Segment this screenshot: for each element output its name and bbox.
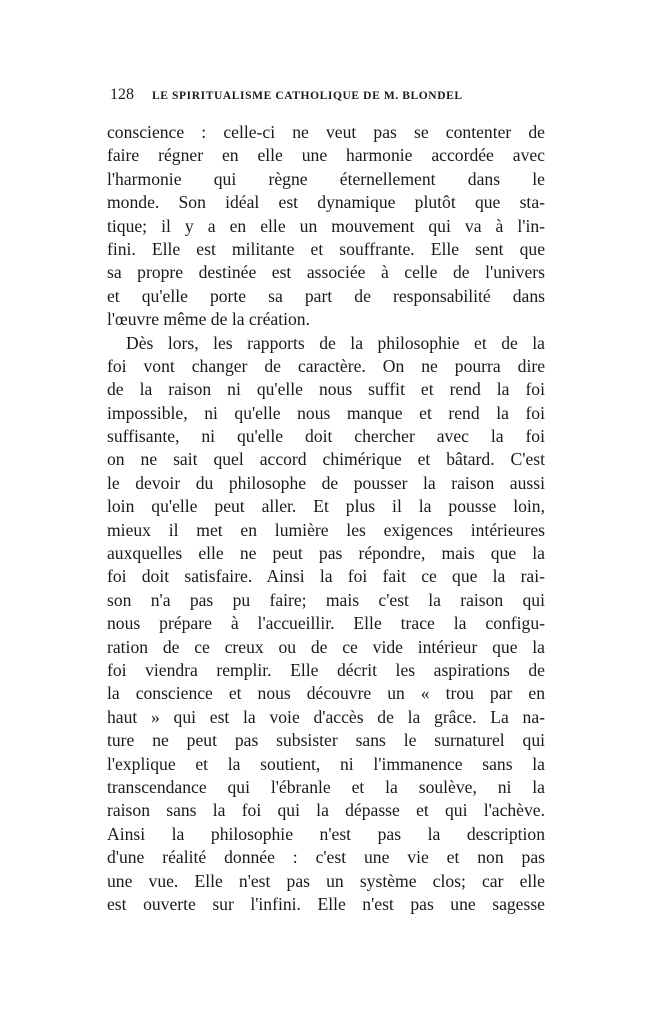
- text-line: l'explique et la soutient, ni l'immanence sans la: [107, 753, 545, 774]
- paragraph-first-line: Dès lors, les rapports de la philosophie et de la: [126, 332, 545, 353]
- text-line: son n'a pas pu faire; mais c'est la raison qui: [107, 589, 545, 610]
- running-header: [110, 86, 545, 104]
- text-line: nous prépare à l'accueillir. Elle trace la configu-: [107, 613, 545, 634]
- text-line: foi vont changer de caractère. On ne pourra dire: [107, 355, 545, 376]
- text-line: impossible, ni qu'elle nous manque et rend la foi: [107, 402, 545, 423]
- text-line: sa propre destinée est associée à celle de l'univers: [107, 262, 545, 283]
- text-line: la conscience et nous découvre un « trou par en: [107, 683, 545, 704]
- text-line: on ne sait quel accord chimérique et bâtard. C'est: [107, 449, 545, 470]
- text-line: l'harmonie qui règne éternellement dans le: [107, 168, 545, 189]
- text-line: suffisante, ni qu'elle doit chercher avec la foi: [107, 426, 545, 447]
- text-line: loin qu'elle peut aller. Et plus il la pousse loin,: [107, 496, 545, 517]
- text-line: haut » qui est la voie d'accès de la grâce. La na-: [107, 706, 545, 727]
- text-line: le devoir du philosophe de pousser la raison aussi: [107, 472, 545, 493]
- text-line: faire régner en elle une harmonie accordée avec: [107, 145, 545, 166]
- text-line: foi doit satisfaire. Ainsi la foi fait ce que la rai-: [107, 566, 545, 587]
- text-line: auxquelles elle ne peut pas répondre, mais que la: [107, 543, 545, 564]
- text-line: transcendance qui l'ébranle et la soulève, ni la: [107, 776, 545, 797]
- text-line: d'une réalité donnée : c'est une vie et non pas: [107, 847, 545, 868]
- paragraph-end-line: l'œuvre même de la création.: [107, 309, 310, 330]
- text-line: tique; il y a en elle un mouvement qui va à l'in-: [107, 215, 545, 236]
- text-line: et qu'elle porte sa part de responsabilité dans: [107, 285, 545, 306]
- text-line: est ouverte sur l'infini. Elle n'est pas une sagesse: [107, 893, 545, 914]
- text-line: fini. Elle est militante et souffrante. Elle sent que: [107, 238, 545, 259]
- text-line: ture ne peut pas subsister sans le surnaturel qui: [107, 730, 545, 751]
- text-line: de la raison ni qu'elle nous suffit et rend la foi: [107, 379, 545, 400]
- text-line: une vue. Elle n'est pas un système clos; car elle: [107, 870, 545, 891]
- text-line: Ainsi la philosophie n'est pas la description: [107, 823, 545, 844]
- text-line: monde. Son idéal est dynamique plutôt que sta-: [107, 192, 545, 213]
- body-text: [107, 121, 545, 916]
- text-line: raison sans la foi qui la dépasse et qui l'achève.: [107, 800, 545, 821]
- text-line: ration de ce creux ou de ce vide intérieur que la: [107, 636, 545, 657]
- page-number: 128: [110, 86, 134, 103]
- text-line: conscience : celle-ci ne veut pas se contenter de: [107, 122, 545, 142]
- running-title: LE SPIRITUALISME CATHOLIQUE DE M. BLONDEL: [152, 90, 463, 102]
- text-line: mieux il met en lumière les exigences intérieures: [107, 519, 545, 540]
- text-line: foi viendra remplir. Elle décrit les aspirations de: [107, 659, 545, 680]
